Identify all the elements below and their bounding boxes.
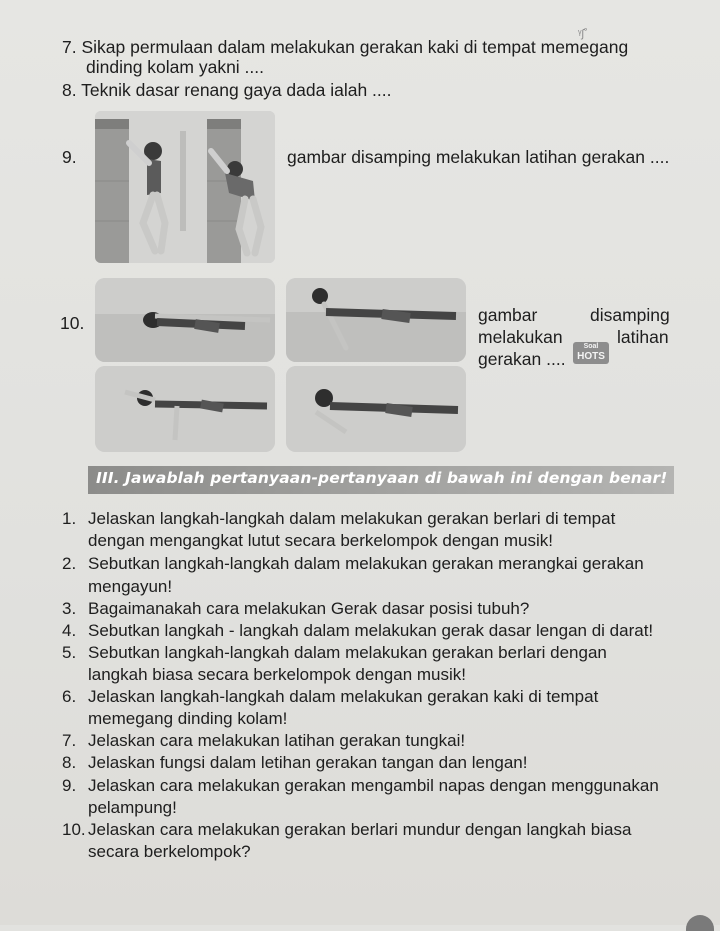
essay-question-5-number: 5.	[62, 643, 77, 662]
glide-illustration-1	[95, 278, 275, 362]
essay-question-7	[62, 730, 465, 752]
essay-question-2-cont: mengayun!	[88, 577, 173, 596]
essay-question-1-text: Jelaskan langkah-langkah dalam melakukan gerakan berlari di tempat	[88, 509, 616, 528]
question-8-number: 8.	[62, 80, 77, 100]
question-10-word-2: disamping	[590, 305, 670, 325]
essay-question-8-text: Jelaskan fungsi dalam letihan gerakan tangan dan lengan!	[88, 753, 528, 772]
essay-question-8	[62, 752, 528, 774]
glide-illustration-2	[286, 278, 466, 362]
essay-question-8-number: 8.	[62, 753, 77, 772]
essay-question-10-number: 10.	[62, 820, 86, 839]
question-10-number: 10.	[60, 313, 85, 333]
hots-badge	[573, 342, 609, 364]
wall-exercise-icon	[95, 111, 275, 263]
essay-question-1	[62, 508, 615, 530]
essay-question-3	[62, 598, 529, 620]
essay-question-3-text: Bagaimanakah cara melakukan Gerak dasar posisi tubuh?	[88, 599, 530, 618]
essay-question-4	[62, 620, 653, 642]
essay-question-5-text: Sebutkan langkah-langkah dalam melakukan gerakan berlari dengan	[88, 643, 607, 662]
essay-question-4-text: Sebutkan langkah - langkah dalam melakukan gerak dasar lengan di darat!	[88, 621, 654, 640]
essay-question-2-text: Sebutkan langkah-langkah dalam melakukan gerakan merangkai gerakan	[88, 554, 644, 573]
essay-question-6-number: 6.	[62, 687, 77, 706]
essay-question-3-number: 3.	[62, 599, 77, 618]
question-7-cont: dinding kolam yakni ....	[86, 57, 265, 77]
essay-question-9-number: 9.	[62, 776, 77, 795]
question-9-text: gambar disamping melakukan latihan gerakan ....	[287, 147, 670, 167]
essay-question-4-number: 4.	[62, 621, 77, 640]
pencil-mark: ᵞʃ˚	[578, 28, 588, 40]
question-10-word-5: gerakan ....	[478, 349, 566, 369]
essay-question-7-number: 7.	[62, 731, 77, 750]
swimmer-arm-pull-icon	[95, 366, 275, 452]
swimmer-stroke-icon	[286, 278, 466, 362]
question-7-number: 7.	[62, 37, 77, 57]
page-corner-icon	[686, 915, 714, 931]
essay-question-6	[62, 686, 598, 708]
swimmer-glide-icon	[95, 278, 275, 362]
swimmer-breath-icon	[286, 366, 466, 452]
essay-question-6-text: Jelaskan langkah-langkah dalam melakukan gerakan kaki di tempat	[88, 687, 599, 706]
essay-question-1-cont: dengan mengangkat lutut secara berkelompok dengan musik!	[88, 531, 553, 550]
wall-exercise-illustration	[95, 111, 275, 263]
question-7	[62, 36, 628, 58]
essay-question-9-text: Jelaskan cara melakukan gerakan mengambil napas dengan menggunakan	[88, 776, 659, 795]
section-title: III. Jawablah pertanyaan-pertanyaan di bawah ini dengan benar!	[96, 469, 668, 487]
question-10-word-1: gambar	[478, 305, 538, 325]
glide-illustration-4	[286, 366, 466, 452]
question-8-text: Teknik dasar renang gaya dada ialah ....	[81, 80, 392, 100]
essay-question-5-cont: langkah biasa secara berkelompok dengan musik!	[88, 665, 467, 684]
section-banner	[88, 466, 674, 494]
hots-badge-soal: Soal	[583, 343, 599, 350]
essay-question-10-cont: secara berkelompok?	[88, 842, 251, 861]
hots-badge-label: HOTS	[577, 351, 605, 362]
essay-question-9-cont: pelampung!	[88, 798, 177, 817]
question-10-word-4: latihan	[617, 327, 669, 347]
question-7-text: Sikap permulaan dalam melakukan gerakan kaki di tempat memegang	[81, 37, 629, 57]
glide-illustration-3	[95, 366, 275, 452]
essay-question-7-text: Jelaskan cara melakukan latihan gerakan tungkai!	[88, 731, 466, 750]
essay-question-5	[62, 642, 607, 664]
essay-question-1-number: 1.	[62, 509, 77, 528]
essay-question-2	[62, 553, 644, 575]
essay-question-6-cont: memegang dinding kolam!	[88, 709, 288, 728]
essay-question-10-text: Jelaskan cara melakukan gerakan berlari mundur dengan langkah biasa	[88, 820, 632, 839]
essay-question-2-number: 2.	[62, 554, 77, 573]
question-9-number: 9.	[62, 147, 77, 167]
essay-question-9	[62, 775, 659, 797]
question-10-word-3: melakukan	[478, 327, 563, 347]
essay-question-10	[62, 819, 631, 841]
question-8	[62, 79, 392, 101]
